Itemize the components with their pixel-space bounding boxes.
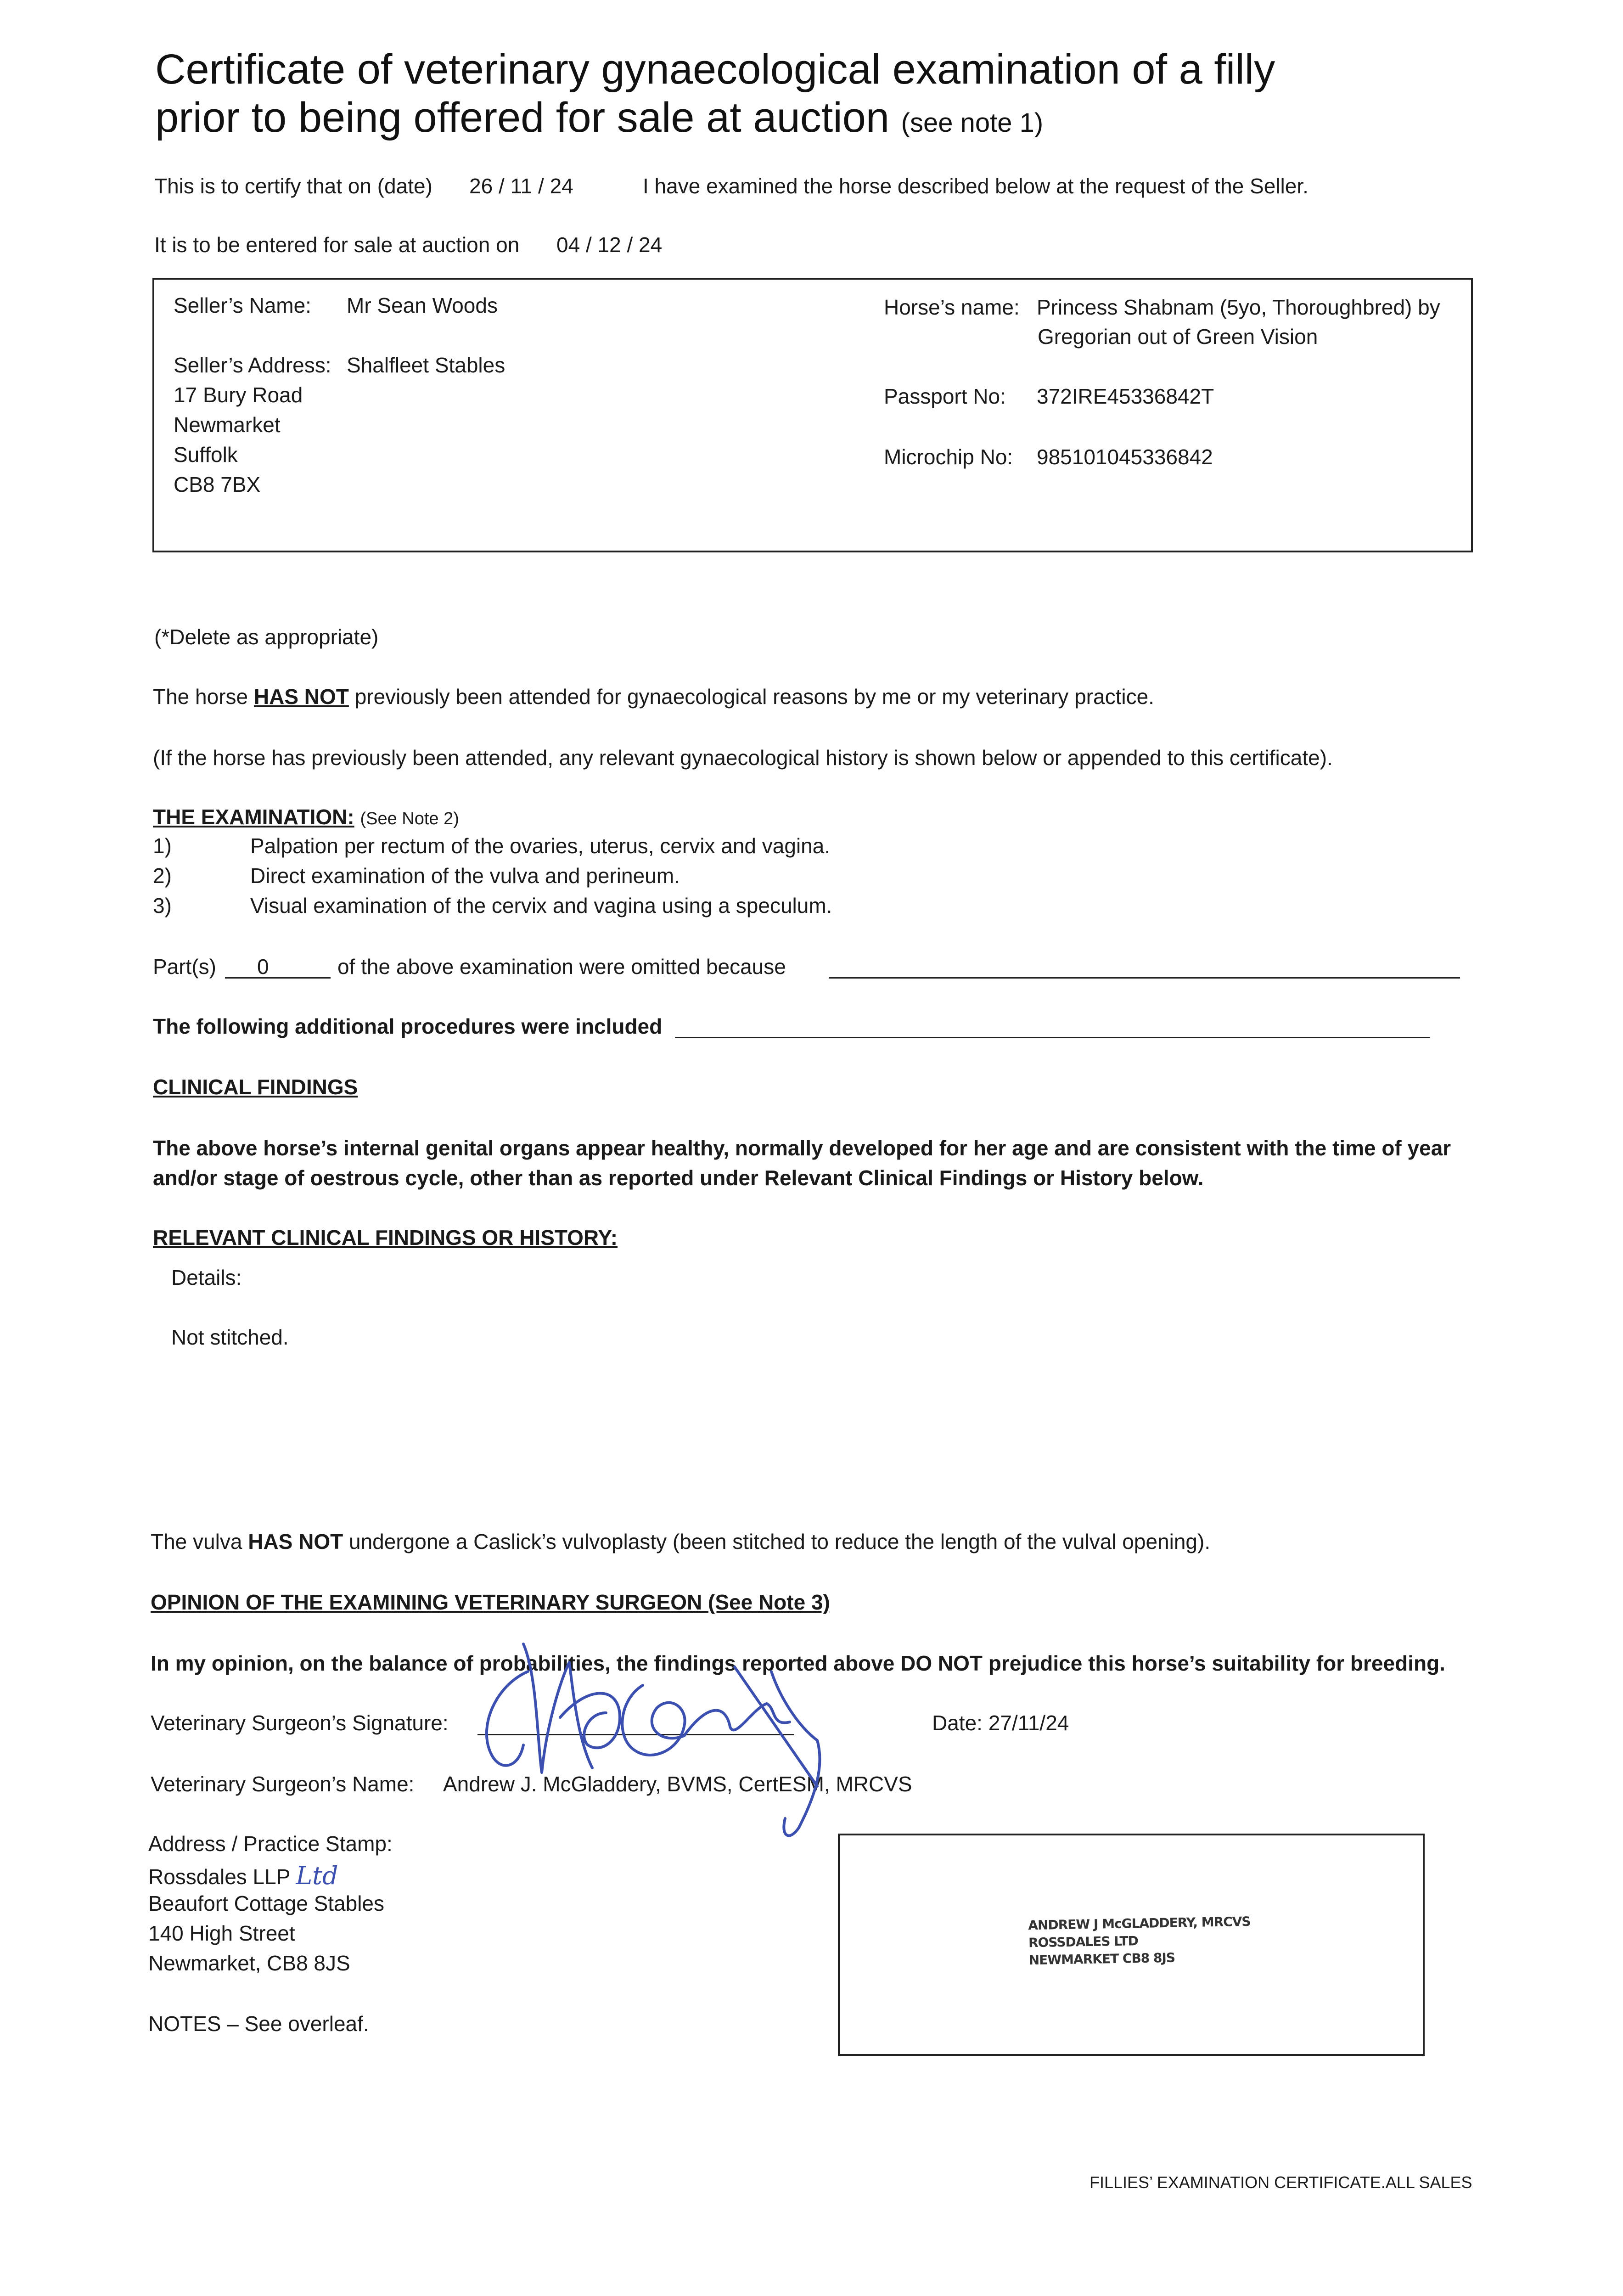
auction-date: 04 / 12 / 24 (556, 233, 663, 257)
title-line-1: Certificate of veterinary gynaecological examination of a filly (155, 46, 1275, 93)
additional-procedures: The following additional procedures were included (153, 1014, 663, 1038)
practice-address-line-1: Beaufort Cottage Stables (148, 1891, 384, 1915)
surgeon-date (932, 1711, 1069, 1736)
seller-address-line-1: Shalfleet Stables (347, 353, 505, 377)
seller-address-line-3: Newmarket (174, 413, 281, 437)
omitted-prefix: Part(s) (153, 955, 216, 979)
seller-address-line-4: Suffolk (174, 443, 238, 467)
examination-heading-row (153, 805, 459, 830)
vulva-status: HAS NOT (248, 1530, 343, 1553)
certify-suffix: I have examined the horse described below at the request of the Seller. (643, 174, 1309, 198)
exam-item-1-text: Palpation per rectum of the ovaries, uterus, cervix and vagina. (250, 834, 831, 858)
surgeon-name: Andrew J. McGladdery, BVMS, CertESM, MRCVS (443, 1772, 912, 1796)
microchip-number: 985101045336842 (1037, 445, 1213, 469)
footer: FILLIES’ EXAMINATION CERTIFICATE.ALL SALES (1089, 2173, 1472, 2192)
passport-label: Passport No: (884, 384, 1006, 408)
exam-item-2-text: Direct examination of the vulva and perineum. (250, 864, 680, 888)
omitted-value-line (225, 977, 331, 979)
clinical-heading: CLINICAL FINDINGS (153, 1075, 358, 1099)
attended-suffix: previously been attended for gynaecological reasons by me or my veterinary practice. (354, 685, 1154, 709)
practice-stamp (1028, 1913, 1251, 1969)
vulva-suffix: undergone a Caslick’s vulvoplasty (been stitched to reduce the length of the vulval opening). (349, 1530, 1211, 1553)
vulva-statement (151, 1529, 1210, 1554)
omitted-suffix: of the above examination were omitted because (337, 955, 786, 979)
auction-prefix: It is to be entered for sale at auction on (154, 233, 520, 257)
practice-address-line-2: 140 High Street (148, 1921, 295, 1945)
history-note: (If the horse has previously been attended, any relevant gynaecological history is shown below or appended to this certificate). (153, 746, 1333, 770)
exam-item-3-num: 3) (153, 894, 172, 917)
seller-name: Mr Sean Woods (347, 293, 498, 317)
opinion-heading: OPINION OF THE EXAMINING VETERINARY SURGEON (See Note 3) (151, 1590, 830, 1614)
practice-handwritten-correction: Ltd (296, 1861, 338, 1890)
horse-name-line-1: Princess Shabnam (5yo, Thoroughbred) by (1037, 295, 1440, 319)
stamp-line-3: NEWMARKET CB8 8JS (1028, 1950, 1175, 1968)
certify-prefix: This is to certify that on (date) (154, 174, 432, 198)
notes: NOTES – See overleaf. (148, 2012, 369, 2036)
surgeon-date-value: 27/11/24 (988, 1711, 1069, 1735)
opinion-statement: In my opinion, on the balance of probabilities, the findings reported above DO NOT prejudice this horse’s suitability for breeding. (151, 1651, 1445, 1675)
examination-heading-note: (See Note 2) (360, 809, 459, 828)
omitted-value: 0 (257, 955, 269, 979)
certify-date: 26 / 11 / 24 (469, 174, 573, 198)
practice-name-row (148, 1861, 338, 1891)
delete-note: (*Delete as appropriate) (154, 625, 379, 649)
practice-name: Rossdales LLP (148, 1865, 290, 1889)
practice-label: Address / Practice Stamp: (148, 1832, 393, 1856)
exam-item-1-num: 1) (153, 834, 172, 858)
seller-name-label: Seller’s Name: (174, 293, 311, 317)
relevant-heading: RELEVANT CLINICAL FINDINGS OR HISTORY: (153, 1226, 618, 1249)
title-main: prior to being offered for sale at auction (155, 94, 890, 141)
microchip-label: Microchip No: (884, 445, 1013, 469)
details-text: Not stitched. (171, 1325, 289, 1349)
vulva-prefix: The vulva (151, 1530, 242, 1553)
title-note: (see note 1) (901, 108, 1044, 138)
surgeon-date-label: Date: (932, 1711, 983, 1735)
horse-name-label: Horse’s name: (884, 295, 1020, 319)
exam-item-2-num: 2) (153, 864, 172, 888)
details-label: Details: (171, 1266, 242, 1289)
seller-address-line-5: CB8 7BX (174, 473, 261, 496)
attended-status: HAS NOT (253, 685, 349, 709)
exam-item-3-text: Visual examination of the cervix and vagina using a speculum. (250, 894, 832, 917)
omitted-reason-line (829, 977, 1460, 979)
surgeon-signature (468, 1635, 937, 1855)
signature-label: Veterinary Surgeon’s Signature: (151, 1711, 449, 1735)
attended-statement (153, 684, 1154, 709)
stamp-line-2: ROSSDALES LTD (1028, 1933, 1139, 1951)
seller-address-label: Seller’s Address: (174, 353, 331, 377)
stamp-line-1: ANDREW J McGLADDERY, MRCVS (1028, 1913, 1251, 1933)
surgeon-name-label: Veterinary Surgeon’s Name: (151, 1772, 415, 1796)
attended-prefix: The horse (153, 685, 248, 709)
practice-address-line-3: Newmarket, CB8 8JS (148, 1951, 350, 1975)
seller-address-line-2: 17 Bury Road (174, 383, 303, 407)
title-line-2 (155, 94, 1043, 141)
additional-procedures-line (675, 1037, 1430, 1038)
clinical-statement-line-2: and/or stage of oestrous cycle, other than as reported under Relevant Clinical Findings or History below. (153, 1166, 1204, 1190)
examination-heading: THE EXAMINATION: (153, 805, 354, 829)
horse-name-line-2: Gregorian out of Green Vision (1038, 325, 1318, 349)
clinical-statement-line-1: The above horse’s internal genital organs appear healthy, normally developed for her age and are consistent with the time of year (153, 1136, 1451, 1160)
passport-number: 372IRE45336842T (1037, 384, 1214, 408)
